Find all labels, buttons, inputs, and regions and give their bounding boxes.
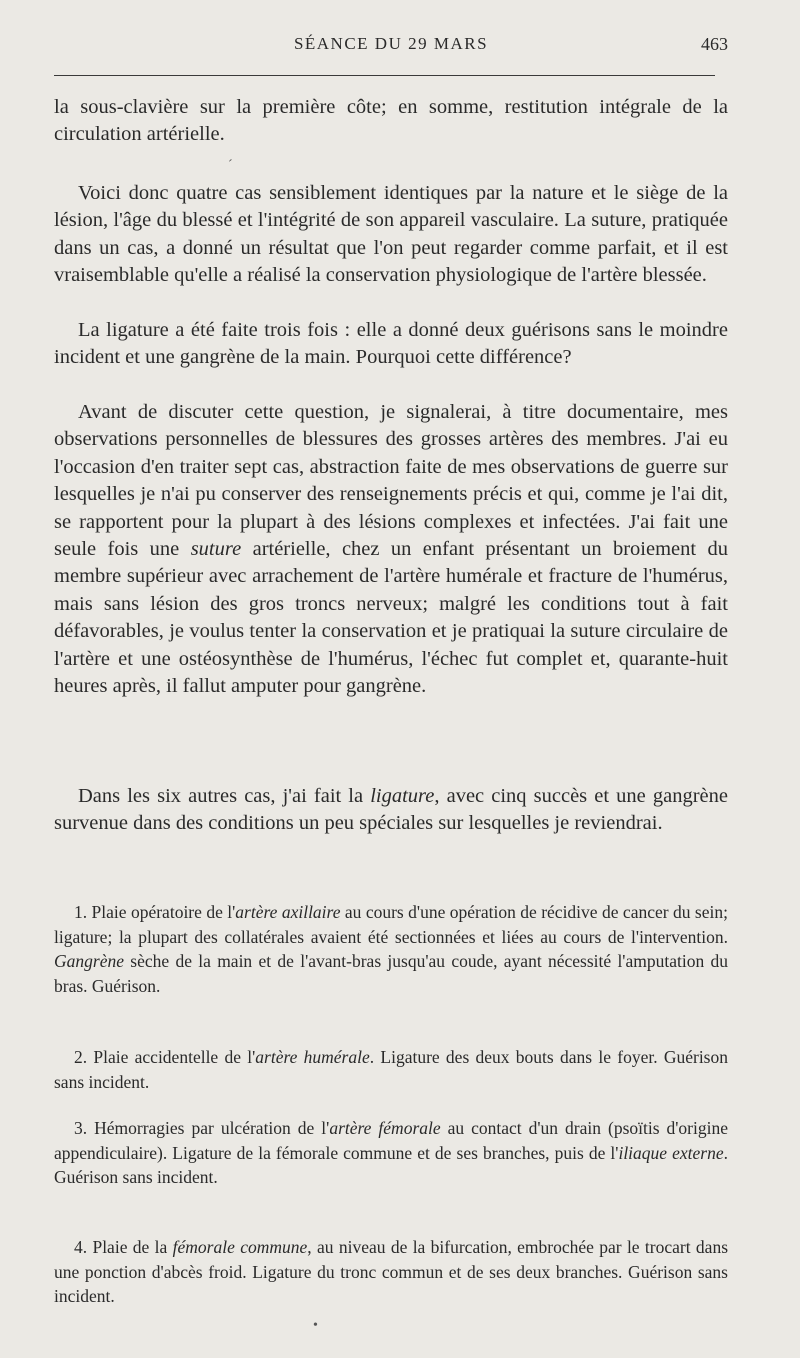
case-1-text-b: au cours d'une opération de récidive de cancer du sein; ligature; la plupart des collatérales avaient été sectionnées et liées au cours de l'intervention. bbox=[54, 902, 728, 947]
paragraph-3 bbox=[54, 399, 728, 700]
continuation-paragraph: la sous-clavière sur la première côte; en somme, restitution intégrale de la circulation artérielle. bbox=[54, 96, 728, 146]
case-3-text-b: au contact d'un drain (psoïtis d'origine appendiculaire). Ligature de la fémorale commune et de ses branches, puis de l' bbox=[54, 1118, 728, 1163]
case-3-text-c: . Guérison sans incident. bbox=[54, 1142, 728, 1187]
case-2-text-a: 2. Plaie accidentelle de l' bbox=[74, 1047, 256, 1067]
case-3-emphasis: artère fémorale bbox=[329, 1118, 441, 1138]
page-number: 463 bbox=[701, 34, 728, 54]
paragraph-4-text-b: , avec cinq succès et une gangrène survenue dans des conditions un peu spéciales sur lesquelles je reviendrai. bbox=[54, 785, 728, 835]
stray-mark-bottom: • bbox=[313, 1318, 318, 1333]
paragraph-4-text-a: Dans les six autres cas, j'ai fait la bbox=[78, 785, 371, 807]
case-1-text-a: 1. Plaie opératoire de l' bbox=[74, 902, 236, 922]
case-1-emphasis: artère axillaire bbox=[235, 902, 341, 922]
case-3 bbox=[54, 1116, 728, 1190]
paragraph-2: La ligature a été faite trois fois : elle a donné deux guérisons sans le moindre incident et une gangrène de la main. Pourquoi cette différence? bbox=[54, 319, 728, 369]
header-title: SÉANCE DU 29 MARS bbox=[293, 34, 489, 53]
case-4-text-b: , au niveau de la bifurcation, embrochée par le trocart dans une ponction d'abcès froid. Ligature du tronc commun et de ses deux branches. Guérison sans incident. bbox=[54, 1237, 729, 1306]
case-4 bbox=[54, 1235, 728, 1309]
case-3-emphasis-2: iliaque externe bbox=[618, 1142, 724, 1163]
paragraph-3-emphasis: suture bbox=[190, 538, 242, 561]
case-2-text-b: . Ligature des deux bouts dans le foyer. Guérison sans incident. bbox=[54, 1047, 728, 1092]
paragraph-4 bbox=[54, 783, 728, 838]
case-1-text-c: sèche de la main et de l'avant-bras jusqu'au coude, ayant nécessité l'amputation du bras. Guérison. bbox=[54, 951, 728, 996]
case-4-text-a: 4. Plaie de la bbox=[74, 1237, 173, 1257]
case-1-emphasis-2: Gangrène bbox=[54, 951, 124, 971]
case-2 bbox=[54, 1045, 728, 1094]
paragraph-4-emphasis: ligature bbox=[370, 785, 435, 807]
paragraph-3-text-a: Avant de discuter cette question, je signalerai, à titre documentaire, mes observations personnelles de blessures des grosses artères des membres. J'ai eu l'occasion d'en traiter sept cas, abstraction faite de mes observations de guerre sur lesquelles je n'ai pu conserver des renseignements précis et qui, comme je l'ai dit, se rapportent pour la plupart à des lésions complexes et infectées. J'ai fait une seule fois une bbox=[54, 401, 728, 561]
case-1 bbox=[54, 900, 728, 998]
case-3-text-a: 3. Hémorragies par ulcération de l' bbox=[74, 1118, 330, 1138]
case-4-emphasis: fémorale commune bbox=[172, 1237, 308, 1257]
case-2-emphasis: artère humérale bbox=[255, 1047, 370, 1067]
running-header bbox=[54, 34, 728, 60]
stray-mark: ˊ bbox=[228, 158, 233, 173]
paragraph-1: Voici donc quatre cas sensiblement identiques par la nature et le siège de la lésion, l'âge du blessé et l'intégrité de son appareil vasculaire. La suture, pratiquée dans un cas, a donné un résultat que l'on peut regarder comme parfait, et il est vraisemblable qu'elle a réalisé la conservation physiologique de l'artère blessée. bbox=[54, 182, 728, 287]
paragraph-3-text-b: artérielle, chez un enfant présentant un broiement du membre supérieur avec arrachement de l'artère humérale et fracture de l'humérus, mais sans lésion des gros troncs nerveux; malgré les conditions tout à fait défavorables, je voulus tenter la conservation et je pratiquai la suture circulaire de l'artère et une ostéosynthèse de l'humérus, l'échec fut complet et, quarante-huit heures après, il fallut amputer pour gangrène. bbox=[54, 538, 728, 698]
header-rule bbox=[54, 75, 715, 76]
